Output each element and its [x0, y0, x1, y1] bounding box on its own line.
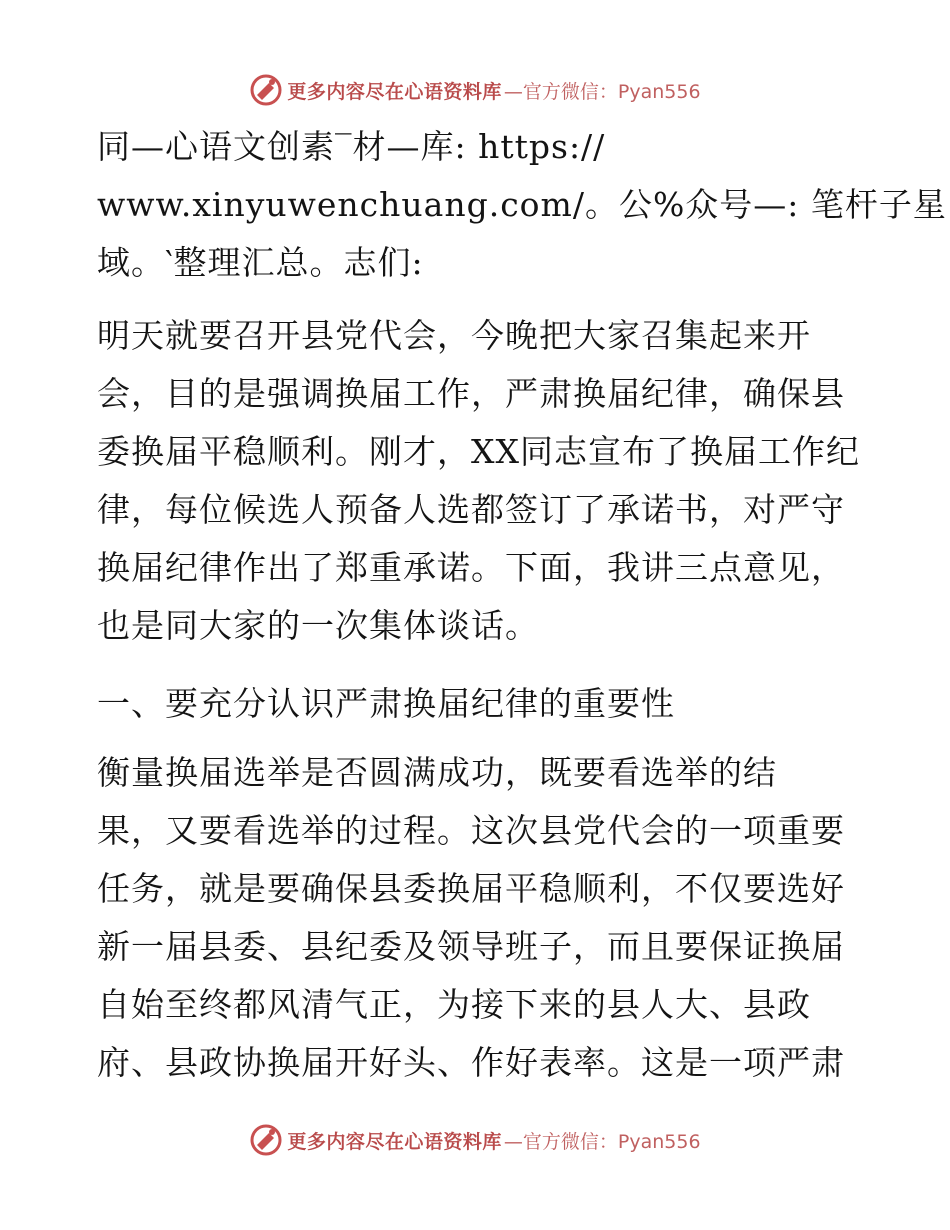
intro-paragraph	[97, 118, 947, 292]
footer-watermark-banner	[0, 1120, 950, 1160]
text-line: 明天就要召开县党代会，今晚把大家召集起来开	[97, 316, 811, 355]
section-paragraph	[97, 744, 857, 1092]
text-line: www.xinyuwenchuang.com/。公%众号—: 笔杆子星	[97, 185, 947, 224]
text-line: 委换届平稳顺利。刚才，XX同志宣布了换届工作纪	[97, 432, 860, 471]
text-line: 换届纪律作出了郑重承诺。下面，我讲三点意见，	[97, 548, 845, 587]
text-line: 律，每位候选人预备人选都签订了承诺书，对严守	[97, 490, 845, 529]
opening-paragraph	[97, 307, 860, 655]
brand-logo-icon	[249, 1123, 283, 1157]
text-line: 同—心语文创素‾材—库: https://	[97, 127, 606, 166]
text-line: 也是同大家的一次集体谈话。	[97, 606, 539, 645]
text-line: 任务，就是要确保县委换届平稳顺利，不仅要选好	[97, 869, 845, 908]
text-line: 衡量换届选举是否圆满成功，既要看选举的结	[97, 753, 777, 792]
text-line: 域。‵整理汇总。志们:	[97, 243, 424, 282]
banner-main-text: 更多内容尽在心语资料库	[287, 80, 502, 103]
banner-sub-text: —官方微信：Pyan556	[503, 80, 701, 103]
text-line: 自始至终都风清气正，为接下来的县人大、县政	[97, 985, 811, 1024]
section-heading	[97, 675, 857, 733]
banner-main-text: 更多内容尽在心语资料库	[287, 1130, 502, 1153]
header-watermark-banner	[0, 70, 950, 110]
text-line: 果，又要看选举的过程。这次县党代会的一项重要	[97, 811, 845, 850]
text-line: 新一届县委、县纪委及领导班子，而且要保证换届	[97, 927, 845, 966]
heading-text: 一、要充分认识严肃换届纪律的重要性	[97, 684, 675, 723]
brand-logo-icon	[249, 73, 283, 107]
banner-sub-text: —官方微信：Pyan556	[503, 1130, 701, 1153]
text-line: 府、县政协换届开好头、作好表率。这是一项严肃	[97, 1043, 845, 1082]
text-line: 会，目的是强调换届工作，严肃换届纪律，确保县	[97, 374, 845, 413]
